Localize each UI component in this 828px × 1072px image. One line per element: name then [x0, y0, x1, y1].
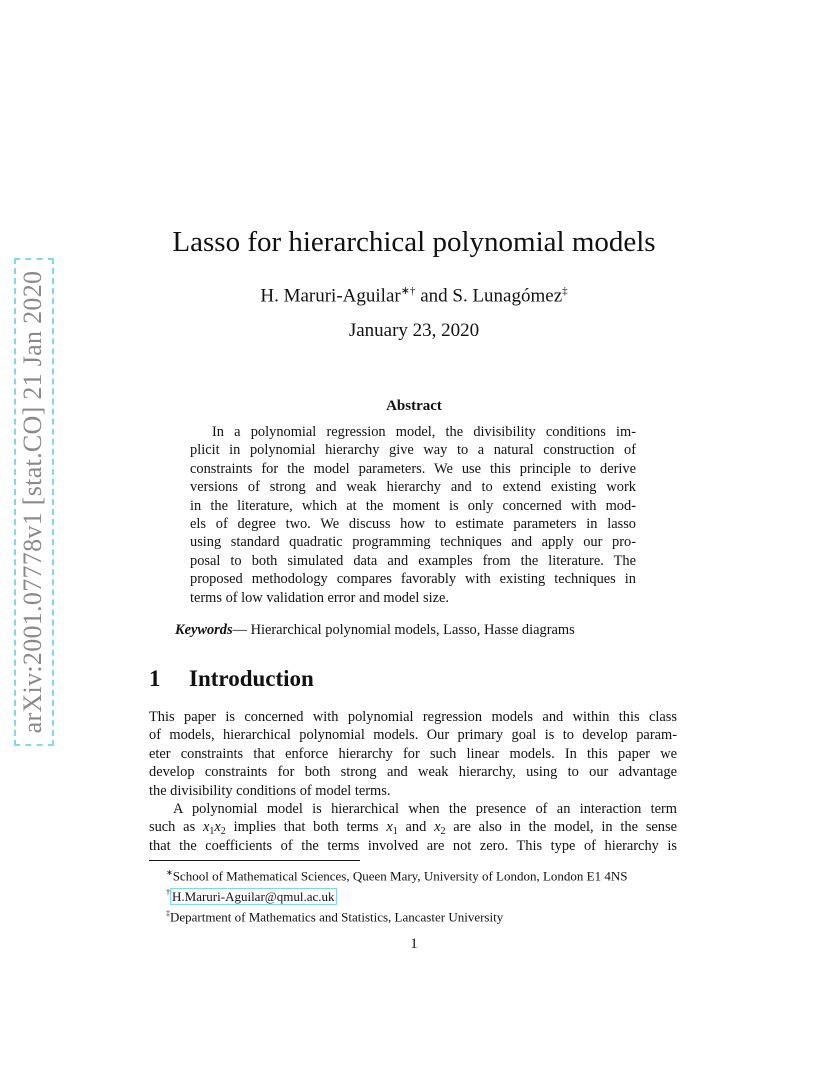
abstract-heading: Abstract: [386, 398, 442, 414]
abstract-line: versions of strong and weak hierarchy and to extend existing work: [190, 479, 636, 496]
keywords-line: [175, 622, 575, 639]
section-number: 1: [149, 666, 161, 691]
abstract-line: in the literature, which at the moment is only concerned with mod-: [190, 497, 636, 514]
body-line-math: such as $x_1x_2$ implies that both terms $x_1$ and $x_2$ are also in the model, in the sense: [149, 819, 677, 838]
body-line: This paper is concerned with polynomial regression models and within this class: [149, 709, 677, 725]
abstract-line: constraints for the model parameters. We use this principle to derive: [190, 460, 636, 477]
abstract-line: terms of low validation error and model size.: [190, 589, 449, 606]
body-line: A polynomial model is hierarchical when the presence of an interaction term: [173, 801, 677, 818]
footnote-rule: [149, 860, 360, 861]
email-link[interactable]: H.Maruri-Aguilar@qmul.ac.uk: [172, 888, 335, 904]
body-line: eter constraints that enforce hierarchy for such linear models. In this paper we: [149, 745, 677, 762]
page-number: 1: [410, 936, 418, 952]
abstract-line: els of degree two. We discuss how to estimate parameters in lasso: [190, 516, 636, 533]
abstract-body: [190, 423, 636, 607]
abstract-line: In a polynomial regression model, the divisibility conditions im-: [212, 424, 636, 440]
paper-date: January 23, 2020: [348, 320, 480, 341]
footnote-mark[interactable]: ‡: [562, 285, 568, 297]
author-name: S. Lunagómez: [452, 285, 563, 307]
section-heading: [149, 666, 314, 692]
abstract-line: plicit in polynomial hierarchy give way to a natural construction of: [190, 442, 636, 459]
arxiv-stamp-label[interactable]: arXiv:2001.07778v1 [stat.CO] 21 Jan 2020: [18, 270, 47, 734]
author-line: [0, 284, 828, 307]
body-line: develop constraints for both strong and weak hierarchy, using to our advantage: [149, 764, 677, 781]
intro-body: [149, 708, 677, 855]
footnote-mark[interactable]: ∗†: [400, 285, 416, 297]
footnotes: [166, 864, 686, 925]
abstract-line: posal to both simulated data and examples from the literature. The: [190, 552, 636, 569]
footnote: ∗School of Mathematical Sciences, Queen Mary, University of London, London E1 4NS: [166, 868, 628, 884]
abstract-line: using standard quadratic programming techniques and apply our pro-: [190, 534, 636, 551]
footnote-mark: †: [166, 888, 170, 898]
body-line: the divisibility conditions of model terms.: [149, 782, 391, 799]
author-conjunction: and: [420, 285, 448, 307]
footnote-mark: ∗: [166, 868, 173, 877]
keywords-label: Keywords: [175, 622, 233, 638]
section-title: Introduction: [189, 666, 314, 691]
body-line: that the coefficients of the terms involved are not zero. This type of hierarchy is: [149, 837, 677, 854]
footnote: ‡Department of Mathematics and Statistics, Lancaster University: [166, 908, 504, 924]
abstract-line: proposed methodology compares favorably with existing techniques in: [190, 571, 636, 588]
author-name: H. Maruri-Aguilar: [260, 285, 401, 307]
body-line: of models, hierarchical polynomial models. Our primary goal is to develop param-: [149, 727, 677, 744]
keywords-text: — Hierarchical polynomial models, Lasso, Hasse diagrams: [232, 622, 575, 638]
paper-title: Lasso for hierarchical polynomial models: [172, 226, 656, 258]
footnote-mark: ‡: [166, 908, 170, 918]
footnote: [166, 884, 686, 904]
